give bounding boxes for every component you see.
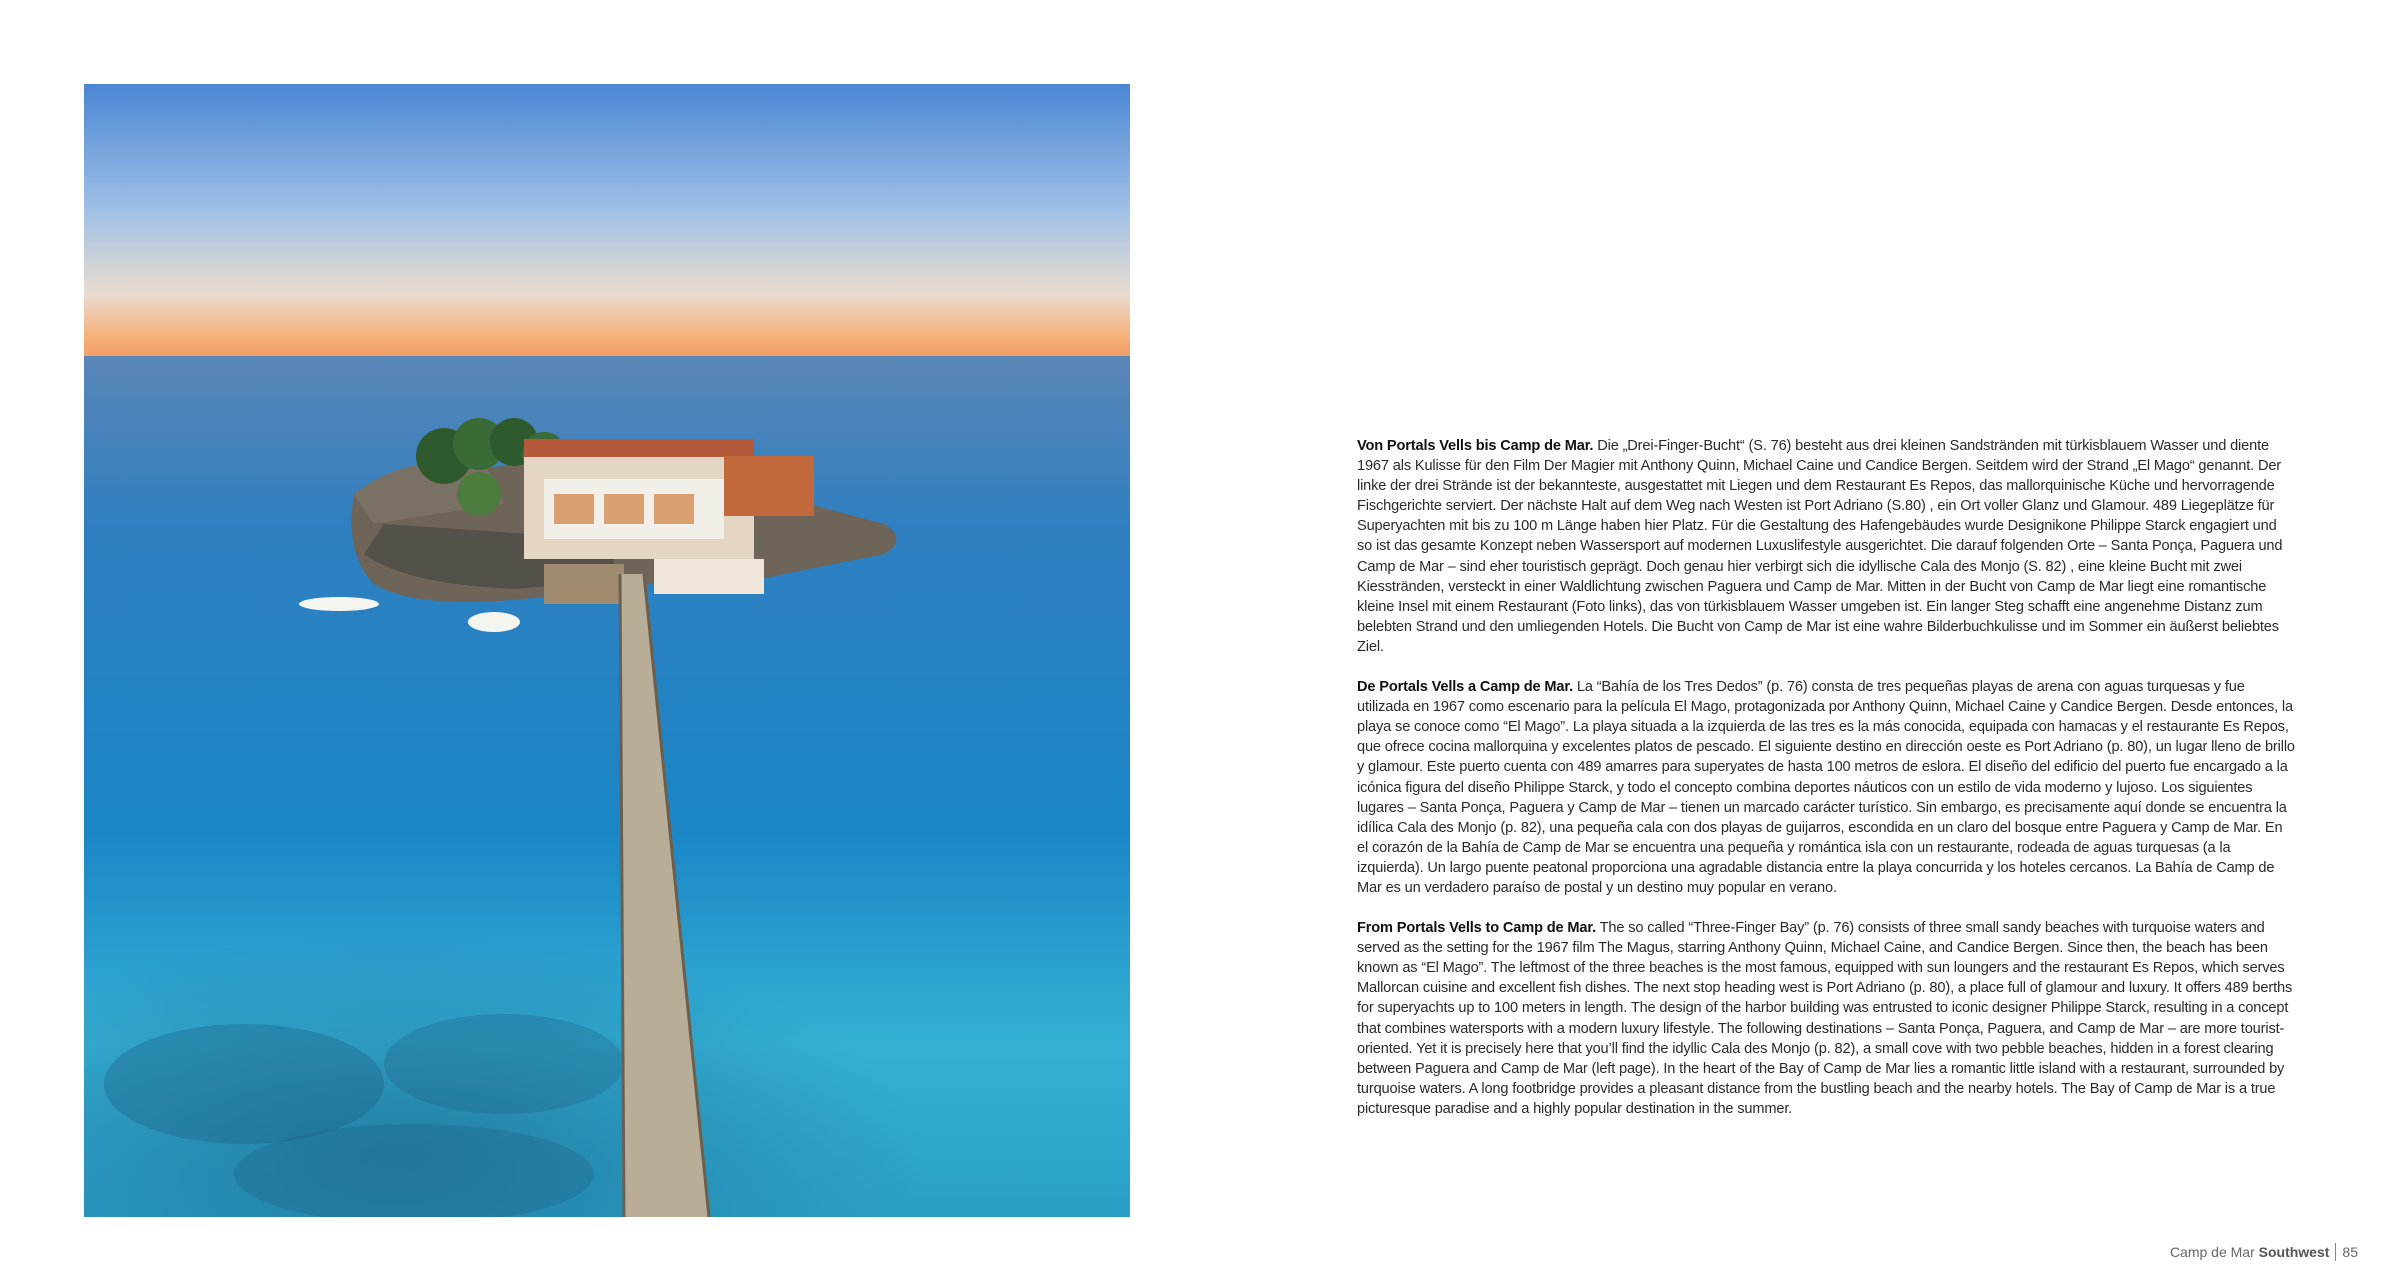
island-restaurant-photo xyxy=(84,84,1130,1217)
island-photo-illustration xyxy=(84,84,1130,1217)
reef-shadow xyxy=(84,784,1130,1217)
paragraph-german-body: Die „Drei-Finger-Bucht“ (S. 76) besteht aus drei kleinen Sandstränden mit türkisblauem Wasser und diente 1967 als Kulisse für den Film Der Magier mit Anthony Quinn, Michael Caine und Candice Bergen. Seitdem wird der Strand „El Mago“ genannt. Der linke der drei Strände ist der bekannteste, ausgestattet mit Liegen und dem Restaurant Es Repos, das mallorquinische Küche und hervorragende Fischgerichte serviert. Der nächste Halt auf dem Weg nach Westen ist Port Adriano (S.80) , ein Ort voller Glanz und Glamour. 489 Liegeplätze für Superyachten mit bis zu 100 m Länge haben hier Platz. Für die Gestaltung des Hafengebäudes wurde Designikone Philippe Starck engagiert und so ist das gesamte Konzept neben Wassersport auf modernen Luxuslifestyle ausgerichtet. Die darauf folgenden Orte – Santa Ponça, Paguera und Camp de Mar – sind eher touristisch geprägt. Doch genau hier verbirgt sich die idyllische Cala des Monjo (S. 82) , eine kleine Bucht mit zwei Kiesstränden, versteckt in einer Waldlichtung zwischen Paguera und Camp de Mar. Mitten in der Bucht von Camp de Mar liegt eine romantische kleine Insel mit einem Restaurant (Foto links), das von türkisblauem Wasser umgeben ist. Ein langer Steg schafft eine angenehme Distanz zum belebten Strand und den umliegenden Hotels. Die Bucht von Camp de Mar ist eine wahre Bilderbuchkulisse und im Sommer ein äußerst beliebtes Ziel. xyxy=(1357,438,2283,655)
article-text-column xyxy=(1357,436,2295,1139)
paragraph-english xyxy=(1357,918,2295,1119)
paragraph-german-lead: Von Portals Vells bis Camp de Mar. xyxy=(1357,438,1594,454)
footer-section: Southwest xyxy=(2258,1244,2330,1260)
paragraph-english-lead: From Portals Vells to Camp de Mar. xyxy=(1357,920,1597,937)
paragraph-spanish-body: La “Bahía de los Tres Dedos” (p. 76) consta de tres pequeñas playas de arena con aguas turquesas y fue utilizada en 1967 como escenario para la película El Mago, protagonizada por Anthony Quinn, Michael Caine y Candice Bergen. Desde entonces, la playa se conoce como “El Mago”. La playa situada a la izquierda de las tres es la más conocida, equipada con hamacas y el restaurante Es Repos, que ofrece cocina mallorquina y excelentes platos de pescado. El siguiente destino en dirección oeste es Port Adriano (p. 80), un lugar lleno de brillo y glamour. Este puerto cuenta con 489 amarres para superyates de hasta 100 metros de eslora. El diseño del edificio del puerto fue encargado a la icónica figura del diseño Philippe Starck, y todo el concepto combina deportes náuticos con un estilo de vida moderno y lujoso. Los siguientes lugares – Santa Ponça, Paguera y Camp de Mar – tienen un marcado carácter turístico. Sin embargo, es precisamente aquí donde se encuentra la idílica Cala des Monjo (p. 82), una pequeña cala con dos playas de guijarros, escondida en un claro del bosque entre Paguera y Camp de Mar. En el corazón de la Bahía de Camp de Mar se encuentra una pequeña y romántica isla con un restaurante, rodeada de aguas turquesas (a la izquierda). Un largo puente peatonal proporciona una agradable distancia entre la playa concurrida y los hoteles cercanos. La Bahía de Camp de Mar es un verdadero paraíso de postal y un destino muy popular en verano. xyxy=(1357,679,2295,896)
footer-divider xyxy=(2335,1243,2336,1261)
paragraph-spanish xyxy=(1357,677,2295,898)
sky xyxy=(84,84,1130,364)
paragraph-german xyxy=(1357,436,2295,657)
page-footer xyxy=(2170,1243,2358,1261)
paragraph-spanish-lead: De Portals Vells a Camp de Mar. xyxy=(1357,679,1573,696)
paragraph-english-body: The so called “Three-Finger Bay” (p. 76) consists of three small sandy beaches with turquoise waters and served as the setting for the 1967 film The Magus, starring Anthony Quinn, Michael Caine, and Candice Bergen. Since then, the beach has been known as “El Mago”. The leftmost of the three beaches is the most famous, equipped with sun loungers and the restaurant Es Repos, which serves Mallorcan cuisine and excellent fish dishes. The next stop heading west is Port Adriano (p. 80), a place full of glamour and luxury. It offers 489 berths for superyachts up to 100 meters in length. The design of the harbor building was entrusted to iconic designer Philippe Starck, resulting in a concept that combines watersports with a modern luxury lifestyle. The following destinations – Santa Ponça, Paguera, and Camp de Mar – are more tourist-oriented. Yet it is precisely here that you’ll find the idyllic Cala des Monjo (p. 82), a small cove with two pebble beaches, hidden in a forest clearing between Paguera and Camp de Mar (left page). In the heart of the Bay of Camp de Mar lies a romantic little island with a restaurant, surrounded by turquoise waters. A long footbridge provides a pleasant distance from the bustling beach and the nearby hotels. The Bay of Camp de Mar is a true picturesque paradise and a highly popular destination in the summer. xyxy=(1357,920,2293,1117)
page-number: 85 xyxy=(2342,1244,2358,1260)
footer-place: Camp de Mar xyxy=(2169,1244,2255,1260)
